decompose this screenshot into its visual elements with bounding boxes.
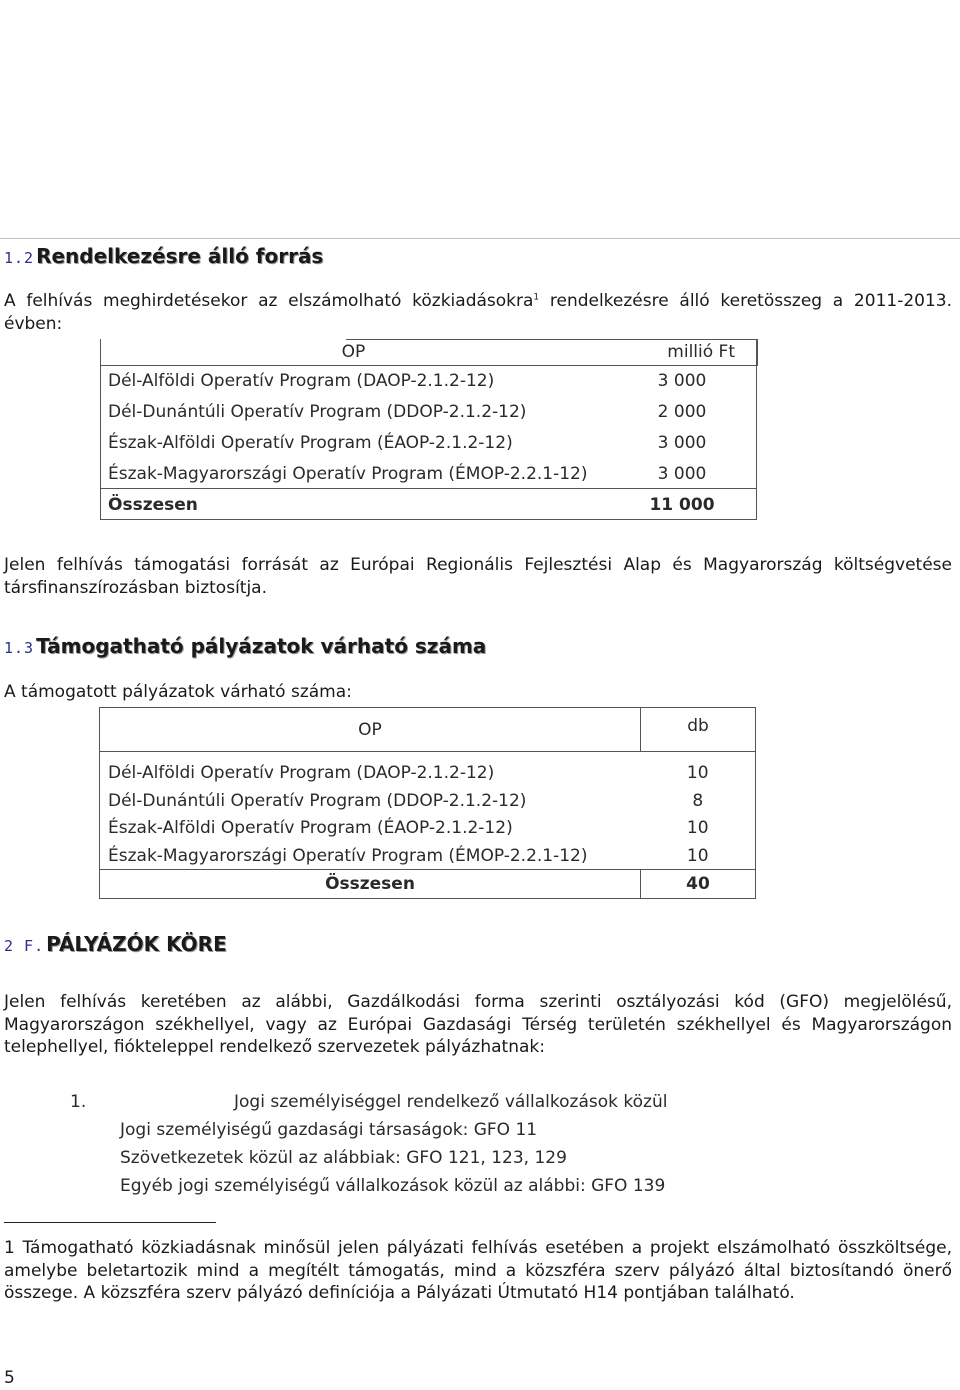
section-title: PÁLYÁZÓK KÖRE [46, 932, 227, 956]
list-sub-item: Jogi személyiségű gazdasági társaságok: GFO 11 [120, 1120, 538, 1140]
table-row [100, 815, 756, 843]
header-unit: db [641, 708, 756, 752]
row-op: Dél-Alföldi Operatív Program (DAOP-2.1.2-12) [108, 370, 495, 391]
section-heading-1-3 [4, 634, 486, 658]
row-op: Észak-Magyarországi Operatív Program (ÉMOP-2.2.1-12) [100, 842, 641, 870]
header-op: OP [341, 342, 366, 362]
total-value: 11 000 [649, 494, 715, 515]
table-row [100, 787, 756, 815]
section-intro-1-2 [4, 290, 952, 335]
funds-table-total-line [100, 488, 757, 489]
intro-text: A felhívás meghirdetésekor az elszámolható közkiadásokra [4, 291, 534, 311]
header-unit: millió Ft [667, 342, 735, 362]
footnote-ref: 1 [533, 292, 540, 303]
table-row [100, 458, 757, 489]
row-value: 3 000 [657, 370, 707, 391]
table-row [100, 365, 757, 396]
row-value: 10 [686, 763, 709, 784]
table-header-row [100, 339, 757, 365]
section-heading-1-2 [4, 244, 323, 268]
table-header-row [100, 708, 756, 752]
row-value: 10 [686, 818, 709, 839]
section-heading-2 [4, 932, 227, 956]
row-op: Dél-Dunántúli Operatív Program (DDOP-2.1.2-12) [108, 790, 527, 811]
row-value: 10 [641, 842, 756, 870]
row-op: Észak-Magyarországi Operatív Program (ÉMOP-2.2.1-12) [108, 463, 588, 484]
list-item-number: 1. [70, 1092, 87, 1112]
row-op: Észak-Alföldi Operatív Program (ÉAOP-2.1.2-12) [108, 818, 513, 839]
row-op: Dél-Alföldi Operatív Program (DAOP-2.1.2-12) [108, 763, 495, 784]
list-item-title: Jogi személyiséggel rendelkező vállalkozások közül [234, 1092, 668, 1112]
funds-table-top-line [346, 339, 757, 340]
table-total-row [100, 489, 757, 520]
total-label: Összesen [100, 870, 641, 899]
table-total-row [100, 870, 756, 899]
page-number: 5 [4, 1368, 15, 1388]
section-number: 1.3 [4, 639, 35, 657]
section-2-text: Jelen felhívás keretében az alábbi, Gazdálkodási forma szerinti osztályozási kód (GFO) megjelölésű, Magyarországon székhellyel, vagy az Európai Gazdasági Térség területén székhellyel és Magyarországon telephellyel, fiókteleppel rendelkező szervezetek pályázhatnak: [4, 992, 952, 1057]
header-op: OP [100, 708, 641, 752]
row-value: 2 000 [657, 401, 707, 422]
table-row [100, 396, 757, 427]
funding-text: Jelen felhívás támogatási forrását az Európai Regionális Fejlesztési Alap és Magyarország költségvetése társfinanszírozásban biztosítja. [4, 555, 952, 598]
row-value: 3 000 [657, 432, 707, 453]
footnote-divider [4, 1222, 216, 1223]
intro-text-cont: rendelkezésre álló keretösszeg a 2011-2013. évben: [4, 291, 952, 334]
footnote-text: 1 Támogatható közkiadásnak minősül jelen pályázati felhívás esetében a projekt elszámolható összköltsége, amelybe beletartozik mind a megítélt támogatás, mind a közszféra szerv pályázó által biztosítandó önerő összege. A közszféra szerv pályázó definíciója a Pályázati Útmutató H14 pontjában található. [4, 1238, 952, 1303]
table-row [100, 760, 756, 788]
row-value: 3 000 [657, 463, 707, 484]
section-title: Rendelkezésre álló forrás [36, 244, 324, 268]
list-sub-item: Szövetkezetek közül az alábbiak: GFO 121, 123, 129 [120, 1148, 567, 1168]
top-divider [0, 238, 960, 239]
section-title: Támogatható pályázatok várható száma [36, 634, 487, 658]
list-sub-item: Egyéb jogi személyiségű vállalkozások közül az alábbi: GFO 139 [120, 1176, 666, 1196]
section-intro-1-3: A támogatott pályázatok várható száma: [4, 682, 352, 702]
count-table [99, 707, 756, 899]
table-row [100, 427, 757, 458]
total-value: 40 [686, 874, 710, 894]
funds-table-right-line [757, 339, 758, 366]
section-number: 2 F. [4, 937, 45, 955]
table-row [100, 842, 756, 870]
section-number: 1.2 [4, 249, 35, 267]
funds-table-header-line [100, 365, 757, 366]
row-value: 8 [692, 790, 704, 811]
row-op: Dél-Dunántúli Operatív Program (DDOP-2.1.2-12) [108, 401, 527, 422]
funds-table [100, 339, 757, 520]
total-label: Összesen [108, 494, 198, 515]
row-op: Észak-Alföldi Operatív Program (ÉAOP-2.1.2-12) [108, 432, 513, 453]
